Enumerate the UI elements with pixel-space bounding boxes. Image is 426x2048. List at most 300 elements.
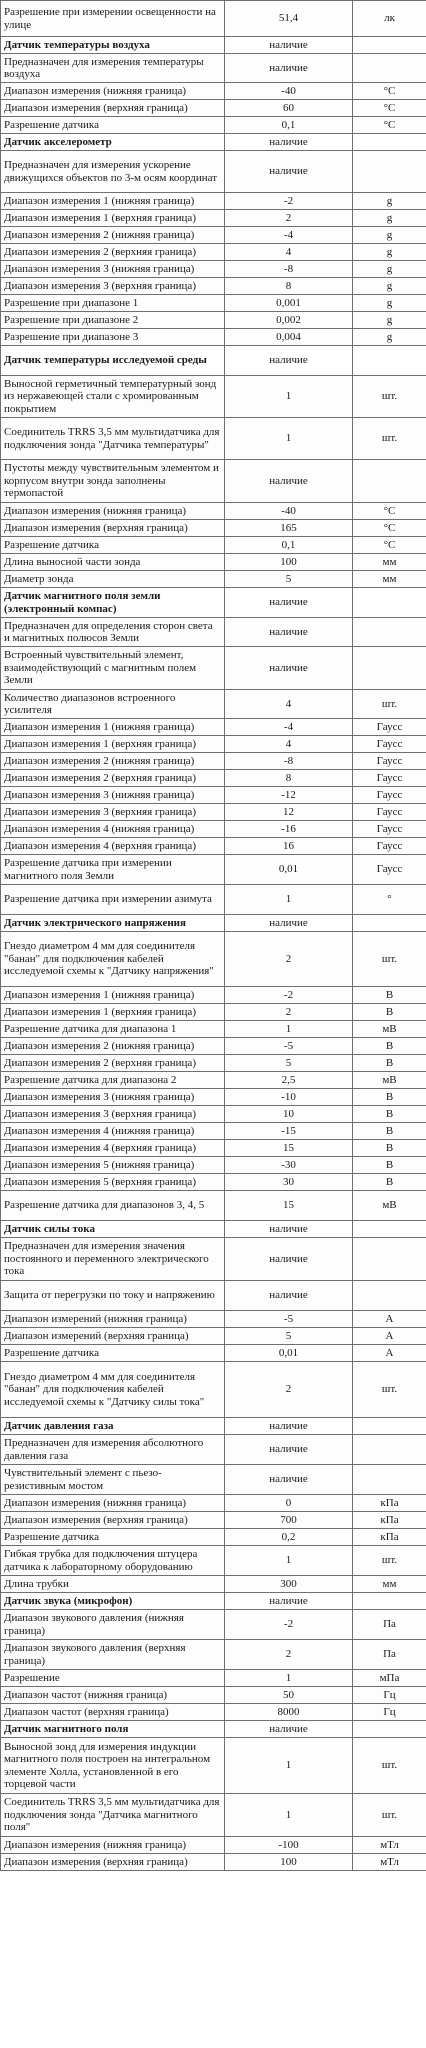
parameter-unit-cell: g [353,193,426,210]
parameter-name-cell: Встроенный чувствительный элемент, взаимодействующий с магнитным полем Земли [1,647,225,690]
table-row [1,1038,426,1055]
parameter-value-cell: 1 [225,1670,353,1687]
parameter-value-cell: наличие [225,915,353,932]
table-row [1,618,426,647]
table-row [1,244,426,261]
parameter-value-cell: 1 [225,1546,353,1576]
parameter-unit-cell: шт. [353,1794,426,1837]
table-row [1,1238,426,1281]
parameter-value-cell: 8 [225,770,353,787]
parameter-name-cell: Выносной герметичный температурный зонд из нержавеющей стали с хромированным покрытием [1,376,225,418]
table-row [1,312,426,329]
parameter-value-cell: 1 [225,376,353,418]
parameter-value-cell: наличие [225,618,353,647]
parameter-unit-cell: Гц [353,1704,426,1721]
table-row [1,855,426,885]
parameter-unit-cell [353,618,426,647]
table-row [1,987,426,1004]
parameter-value-cell: 0,2 [225,1529,353,1546]
section-header-row [1,37,426,54]
table-row [1,278,426,295]
parameter-name-cell: Разрешение датчика для диапазона 1 [1,1021,225,1038]
table-row [1,1837,426,1854]
parameter-unit-cell: ° [353,885,426,915]
parameter-unit-cell: В [353,1140,426,1157]
parameter-name-cell: Диапазон измерения (верхняя граница) [1,1854,225,1871]
parameter-name-cell: Разрешение датчика для диапазонов 3, 4, 5 [1,1191,225,1221]
table-row [1,1738,426,1794]
parameter-unit-cell: °C [353,503,426,520]
table-row [1,1089,426,1106]
table-row [1,753,426,770]
parameter-unit-cell [353,1281,426,1311]
parameter-unit-cell [353,647,426,690]
parameter-unit-cell: В [353,1004,426,1021]
table-row [1,1140,426,1157]
parameter-unit-cell: шт. [353,1738,426,1794]
parameter-unit-cell: кПа [353,1512,426,1529]
parameter-unit-cell [353,54,426,83]
parameter-value-cell: 0,01 [225,855,353,885]
table-row [1,261,426,278]
parameter-value-cell: 0,001 [225,295,353,312]
parameter-unit-cell: мТл [353,1854,426,1871]
parameter-unit-cell: шт. [353,690,426,719]
parameter-name-cell: Диаметр зонда [1,571,225,588]
parameter-value-cell: наличие [225,1721,353,1738]
parameter-value-cell: 4 [225,690,353,719]
parameter-name-cell: Длина выносной части зонда [1,554,225,571]
table-row [1,770,426,787]
parameter-value-cell: 50 [225,1687,353,1704]
parameter-value-cell: -5 [225,1311,353,1328]
parameter-unit-cell: мВ [353,1021,426,1038]
parameter-name-cell: Разрешение при диапазоне 2 [1,312,225,329]
parameter-value-cell: -100 [225,1837,353,1854]
parameter-unit-cell: мВ [353,1072,426,1089]
table-row [1,210,426,227]
table-row [1,1004,426,1021]
parameter-name-cell: Предназначен для определения сторон света и магнитных полюсов Земли [1,618,225,647]
parameter-value-cell: 10 [225,1106,353,1123]
parameter-unit-cell: Гаусс [353,787,426,804]
parameter-value-cell: 15 [225,1140,353,1157]
section-header-row [1,1418,426,1435]
table-row [1,1055,426,1072]
parameter-unit-cell: Па [353,1640,426,1670]
parameter-unit-cell: Гаусс [353,770,426,787]
table-row [1,647,426,690]
parameter-unit-cell: °C [353,520,426,537]
parameter-unit-cell [353,1418,426,1435]
parameter-value-cell: 15 [225,1191,353,1221]
table-row [1,1362,426,1418]
parameter-name-cell: Длина трубки [1,1576,225,1593]
table-row [1,83,426,100]
parameter-value-cell: наличие [225,346,353,376]
parameter-name-cell: Чувствительный элемент с пьезо-резистивным мостом [1,1465,225,1495]
parameter-unit-cell: мПа [353,1670,426,1687]
parameter-name-cell: Предназначен для измерения температуры воздуха [1,54,225,83]
parameter-value-cell: 1 [225,418,353,460]
parameter-name-cell: Предназначен для измерения ускорение движущихся объектов по 3-м осям координат [1,151,225,193]
parameter-value-cell: -8 [225,753,353,770]
parameter-value-cell: 100 [225,554,353,571]
parameter-value-cell: 2 [225,210,353,227]
table-row [1,1640,426,1670]
parameter-unit-cell: В [353,1055,426,1072]
table-row [1,227,426,244]
parameter-unit-cell: g [353,227,426,244]
parameter-value-cell: наличие [225,647,353,690]
parameter-value-cell: 1 [225,1738,353,1794]
table-row [1,1345,426,1362]
parameter-value-cell: 2 [225,932,353,987]
parameter-unit-cell: кПа [353,1495,426,1512]
parameter-unit-cell [353,1721,426,1738]
parameter-name-cell: Датчик температуры воздуха [1,37,225,54]
parameter-unit-cell: Гаусс [353,855,426,885]
parameter-unit-cell: Па [353,1610,426,1640]
parameter-unit-cell [353,151,426,193]
parameter-name-cell: Соединитель TRRS 3,5 мм мультидатчика для подключения зонда "Датчика температуры" [1,418,225,460]
table-row [1,376,426,418]
parameter-name-cell: Диапазон измерения 5 (верхняя граница) [1,1174,225,1191]
parameter-value-cell: наличие [225,1281,353,1311]
parameter-value-cell: наличие [225,1465,353,1495]
parameter-value-cell: наличие [225,1238,353,1281]
table-row [1,1512,426,1529]
parameter-value-cell: -16 [225,821,353,838]
table-row [1,821,426,838]
table-row [1,1123,426,1140]
parameter-name-cell: Диапазон измерений (нижняя граница) [1,1311,225,1328]
parameter-value-cell: 2,5 [225,1072,353,1089]
parameter-name-cell: Разрешение датчика [1,1529,225,1546]
parameter-unit-cell: кПа [353,1529,426,1546]
parameter-name-cell: Диапазон измерения 2 (верхняя граница) [1,1055,225,1072]
parameter-unit-cell: А [353,1311,426,1328]
parameter-value-cell: наличие [225,151,353,193]
parameter-value-cell: 5 [225,1328,353,1345]
table-row [1,1610,426,1640]
parameter-value-cell: -5 [225,1038,353,1055]
parameter-unit-cell: шт. [353,932,426,987]
parameter-name-cell: Диапазон измерения 1 (нижняя граница) [1,193,225,210]
parameter-unit-cell [353,588,426,618]
parameter-value-cell: 1 [225,1794,353,1837]
parameter-value-cell: наличие [225,1221,353,1238]
section-header-row [1,1593,426,1610]
table-row [1,1687,426,1704]
parameter-name-cell: Диапазон измерения 1 (нижняя граница) [1,719,225,736]
parameter-name-cell: Диапазон измерения 4 (верхняя граница) [1,1140,225,1157]
section-header-row [1,346,426,376]
parameter-name-cell: Разрешение датчика [1,117,225,134]
parameter-unit-cell [353,915,426,932]
parameter-name-cell: Датчик звука (микрофон) [1,1593,225,1610]
parameter-value-cell: наличие [225,1593,353,1610]
table-row [1,1435,426,1465]
table-row [1,787,426,804]
parameter-value-cell: -2 [225,1610,353,1640]
parameter-value-cell: наличие [225,1435,353,1465]
parameter-unit-cell [353,1238,426,1281]
parameter-name-cell: Диапазон измерения 3 (нижняя граница) [1,261,225,278]
parameter-name-cell: Диапазон измерения (верхняя граница) [1,1512,225,1529]
parameter-value-cell: 5 [225,571,353,588]
parameter-unit-cell: g [353,295,426,312]
parameter-value-cell: 100 [225,1854,353,1871]
table-row [1,885,426,915]
parameter-name-cell: Пустоты между чувствительным элементом и корпусом внутри зонда заполнены термопастой [1,460,225,503]
parameter-value-cell: 0,1 [225,537,353,554]
parameter-name-cell: Диапазон измерения 3 (верхняя граница) [1,278,225,295]
parameter-name-cell: Диапазон измерения 3 (верхняя граница) [1,804,225,821]
parameter-value-cell: -40 [225,83,353,100]
table-row [1,54,426,83]
parameter-value-cell: 5 [225,1055,353,1072]
table-row [1,1106,426,1123]
table-row [1,932,426,987]
parameter-name-cell: Диапазон измерения (нижняя граница) [1,503,225,520]
section-header-row [1,915,426,932]
table-row [1,295,426,312]
parameter-name-cell: Разрешение датчика [1,537,225,554]
parameter-name-cell: Разрешение датчика при измерении магнитного поля Земли [1,855,225,885]
parameter-value-cell: 8 [225,278,353,295]
parameter-unit-cell: В [353,1089,426,1106]
parameter-unit-cell: Гаусс [353,753,426,770]
parameter-unit-cell: °C [353,537,426,554]
parameter-value-cell: -12 [225,787,353,804]
parameter-name-cell: Диапазон измерения 3 (нижняя граница) [1,787,225,804]
parameter-unit-cell: шт. [353,1362,426,1418]
parameter-name-cell: Диапазон измерения 1 (верхняя граница) [1,736,225,753]
parameter-unit-cell: g [353,278,426,295]
parameter-value-cell: -30 [225,1157,353,1174]
table-row [1,418,426,460]
parameter-value-cell: наличие [225,1418,353,1435]
parameter-unit-cell: В [353,1174,426,1191]
parameter-unit-cell [353,460,426,503]
table-row [1,1546,426,1576]
parameter-name-cell: Датчик магнитного поля земли (электронный компас) [1,588,225,618]
parameter-name-cell: Диапазон звукового давления (верхняя граница) [1,1640,225,1670]
parameter-name-cell: Гнездо диаметром 4 мм для соединителя "банан" для подключения кабелей исследуемой схемы к "Датчику силы тока" [1,1362,225,1418]
parameter-name-cell: Диапазон измерения 1 (нижняя граница) [1,987,225,1004]
parameter-value-cell: -4 [225,227,353,244]
parameter-value-cell: наличие [225,37,353,54]
section-header-row [1,1721,426,1738]
parameter-unit-cell: В [353,1038,426,1055]
parameter-value-cell: 2 [225,1640,353,1670]
parameter-value-cell: 16 [225,838,353,855]
parameter-unit-cell: °C [353,117,426,134]
table-row [1,1704,426,1721]
parameter-unit-cell: °C [353,83,426,100]
parameter-unit-cell: мм [353,554,426,571]
table-row [1,151,426,193]
parameter-unit-cell [353,1221,426,1238]
parameter-value-cell: 0,004 [225,329,353,346]
parameter-name-cell: Датчик электрического напряжения [1,915,225,932]
parameter-name-cell: Диапазон звукового давления (нижняя граница) [1,1610,225,1640]
parameter-unit-cell: В [353,1157,426,1174]
table-row [1,1072,426,1089]
parameter-name-cell: Разрешение [1,1670,225,1687]
parameter-name-cell: Диапазон измерения 1 (верхняя граница) [1,1004,225,1021]
parameter-value-cell: -10 [225,1089,353,1106]
parameter-value-cell: 4 [225,244,353,261]
table-row [1,690,426,719]
parameter-unit-cell: Гаусс [353,719,426,736]
parameter-unit-cell: Гаусс [353,804,426,821]
table-row [1,1854,426,1871]
parameter-name-cell: Диапазон измерения 2 (нижняя граница) [1,227,225,244]
parameter-unit-cell: А [353,1328,426,1345]
parameter-value-cell: 0,1 [225,117,353,134]
parameter-unit-cell: g [353,261,426,278]
parameter-name-cell: Диапазон измерения 2 (верхняя граница) [1,770,225,787]
parameter-name-cell: Разрешение при измерении освещенности на улице [1,1,225,37]
table-row [1,100,426,117]
table-row [1,571,426,588]
table-row [1,719,426,736]
parameter-value-cell: 2 [225,1004,353,1021]
parameter-name-cell: Датчик силы тока [1,1221,225,1238]
parameter-name-cell: Диапазон измерения 5 (нижняя граница) [1,1157,225,1174]
parameter-name-cell: Датчик температуры исследуемой среды [1,346,225,376]
parameter-unit-cell: Гаусс [353,736,426,753]
table-row [1,460,426,503]
section-header-row [1,588,426,618]
parameter-value-cell: 1 [225,1021,353,1038]
parameter-name-cell: Разрешение датчика [1,1345,225,1362]
parameter-name-cell: Диапазон измерения (нижняя граница) [1,83,225,100]
table-row [1,1794,426,1837]
parameter-value-cell: -4 [225,719,353,736]
parameter-value-cell: -40 [225,503,353,520]
parameter-name-cell: Датчик магнитного поля [1,1721,225,1738]
parameter-name-cell: Диапазон измерения 2 (верхняя граница) [1,244,225,261]
parameter-name-cell: Диапазон измерения 1 (верхняя граница) [1,210,225,227]
parameter-value-cell: 8000 [225,1704,353,1721]
table-row [1,503,426,520]
section-header-row [1,134,426,151]
parameter-unit-cell: g [353,210,426,227]
parameter-value-cell: -8 [225,261,353,278]
parameter-value-cell: 300 [225,1576,353,1593]
parameter-value-cell: -2 [225,987,353,1004]
parameter-unit-cell: Гц [353,1687,426,1704]
parameter-unit-cell: А [353,1345,426,1362]
parameter-unit-cell: мм [353,1576,426,1593]
table-row [1,329,426,346]
table-row [1,1465,426,1495]
parameter-unit-cell: Гаусс [353,821,426,838]
parameter-name-cell: Диапазон измерения 3 (верхняя граница) [1,1106,225,1123]
parameter-value-cell: 0 [225,1495,353,1512]
parameter-unit-cell [353,134,426,151]
parameter-unit-cell [353,1593,426,1610]
parameter-name-cell: Диапазон измерения 2 (нижняя граница) [1,1038,225,1055]
parameter-unit-cell: лк [353,1,426,37]
section-header-row [1,1221,426,1238]
parameter-value-cell: -2 [225,193,353,210]
parameter-name-cell: Диапазон измерений (верхняя граница) [1,1328,225,1345]
table-row [1,1670,426,1687]
parameter-unit-cell [353,37,426,54]
table-row [1,1174,426,1191]
parameter-value-cell: -15 [225,1123,353,1140]
parameter-unit-cell: шт. [353,418,426,460]
parameter-unit-cell: мТл [353,1837,426,1854]
parameter-value-cell: 4 [225,736,353,753]
table-row [1,1529,426,1546]
parameter-name-cell: Соединитель TRRS 3,5 мм мультидатчика для подключения зонда "Датчика магнитного поля" [1,1794,225,1837]
parameter-name-cell: Разрешение при диапазоне 3 [1,329,225,346]
parameter-name-cell: Диапазон измерения (нижняя граница) [1,1837,225,1854]
parameter-unit-cell: В [353,1106,426,1123]
parameter-unit-cell: g [353,244,426,261]
parameter-value-cell: наличие [225,54,353,83]
parameter-name-cell: Диапазон частот (нижняя граница) [1,1687,225,1704]
table-row [1,736,426,753]
table-row [1,1576,426,1593]
parameter-value-cell: наличие [225,134,353,151]
parameter-value-cell: 165 [225,520,353,537]
parameter-unit-cell [353,1465,426,1495]
specification-table-body [1,1,426,1871]
parameter-value-cell: 0,01 [225,1345,353,1362]
parameter-unit-cell [353,346,426,376]
parameter-name-cell: Предназначен для измерения абсолютного давления газа [1,1435,225,1465]
parameter-value-cell: 2 [225,1362,353,1418]
parameter-unit-cell: g [353,312,426,329]
parameter-unit-cell: В [353,987,426,1004]
parameter-name-cell: Диапазон измерения 4 (верхняя граница) [1,838,225,855]
parameter-unit-cell [353,1435,426,1465]
parameter-value-cell: наличие [225,588,353,618]
parameter-unit-cell: мм [353,571,426,588]
table-row [1,537,426,554]
parameter-name-cell: Диапазон частот (верхняя граница) [1,1704,225,1721]
parameter-name-cell: Датчик давления газа [1,1418,225,1435]
parameter-name-cell: Диапазон измерения 4 (нижняя граница) [1,821,225,838]
parameter-unit-cell: °C [353,100,426,117]
parameter-name-cell: Выносной зонд для измерения индукции магнитного поля построен на интегральном элементе Холла, установленной в его торцевой части [1,1738,225,1794]
parameter-unit-cell: В [353,1123,426,1140]
table-row [1,1495,426,1512]
parameter-unit-cell: g [353,329,426,346]
parameter-unit-cell: шт. [353,376,426,418]
table-row [1,804,426,821]
parameter-name-cell: Диапазон измерения 3 (нижняя граница) [1,1089,225,1106]
table-row [1,1157,426,1174]
parameter-value-cell: 51,4 [225,1,353,37]
table-row [1,554,426,571]
parameter-value-cell: 700 [225,1512,353,1529]
table-row [1,1191,426,1221]
parameter-name-cell: Диапазон измерения 2 (нижняя граница) [1,753,225,770]
parameter-value-cell: наличие [225,460,353,503]
table-row [1,1328,426,1345]
parameter-name-cell: Датчик акселерометр [1,134,225,151]
table-row [1,117,426,134]
table-row [1,1021,426,1038]
parameter-name-cell: Гибкая трубка для подключения штуцера датчика к лабораторному оборудованию [1,1546,225,1576]
